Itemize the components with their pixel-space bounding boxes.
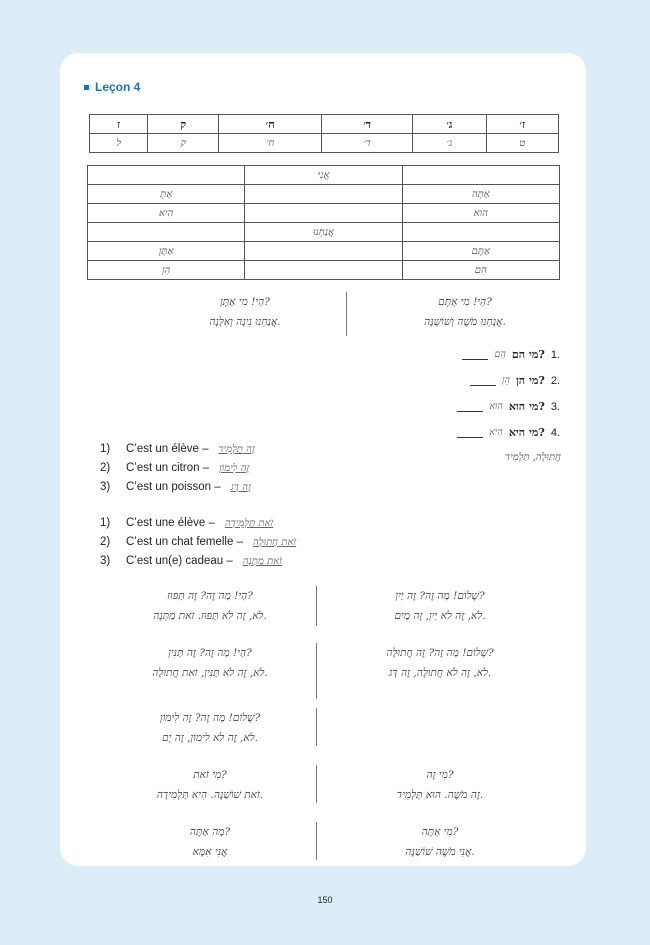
exercise-number: 4. <box>550 426 560 439</box>
dialogue-line: הַי! מַה זֶה? זֶה תַּנִּין? <box>168 647 252 659</box>
exercise-question: מי הן? <box>515 374 545 387</box>
dialogue-right <box>350 822 530 862</box>
dialogue-line: זֶה מֹשֶׁה. הוּא תַּלְמִיד. <box>396 789 484 801</box>
pronoun-cell: הֵם <box>402 261 559 280</box>
french-text: C’est une élève – <box>126 517 215 529</box>
dialogue-line: הַי! מִי אַתֶּם? <box>438 296 492 308</box>
dialogue-line: מִי אַתָּה? <box>421 826 459 838</box>
french-item <box>100 517 273 529</box>
dialogue-line: לֹא, זֶה לֹא תַּפּוּז. זֹאת מַתָּנָה. <box>153 610 267 622</box>
item-number: 1) <box>100 443 111 455</box>
dialogue-line: שָׁלוֹם! מַה זֶה? זֶה לִימוֹן? <box>159 712 261 724</box>
dialogue-left <box>120 822 300 862</box>
pronoun-cell: אַתְּ <box>88 185 245 204</box>
dialogue-line: אֲנִי אִמָּא <box>192 846 228 858</box>
hebrew-answer: זֶה לִימוֹן <box>219 463 250 474</box>
french-text: C’est un chat femelle – <box>126 536 243 548</box>
word-bank: חֲתוּלָה, תַּלְמִיד <box>505 452 561 463</box>
letter-cell: ז <box>90 115 148 134</box>
dialogue-line: אֲנִי מֹשֶׁה שׁוֹשַׁנָּה. <box>405 846 475 858</box>
dialogue-right <box>350 765 530 805</box>
french-item <box>100 462 249 474</box>
item-number: 3) <box>100 555 111 567</box>
exercise-number: 1. <box>550 348 560 361</box>
exercise-item <box>457 426 560 439</box>
dialogue-left <box>160 292 330 332</box>
pronoun-cell <box>245 261 402 280</box>
exercise-question: מי היא? <box>508 426 545 439</box>
french-text: C’est un élève – <box>126 443 209 455</box>
exercise-hw: הִיא <box>489 427 503 438</box>
answer-blank[interactable] <box>462 349 488 360</box>
letters-table <box>89 114 559 153</box>
exercise-hw: הוּא <box>489 401 503 412</box>
hebrew-answer: זֹאת תַּלְמִידָה <box>224 518 274 529</box>
dialogue-line: לֹא, זֶה לֹא לִימוֹן, זֶה יָם. <box>162 732 258 744</box>
dialogue-line: לֹא, זֶה לֹא חֲתוּלָה, זֶה דָּג. <box>388 667 492 679</box>
dialogue-line: שָׁלוֹם! מַה זֶה? זֶה חֲתוּלָה? <box>386 647 494 659</box>
letter-cell: ד׳ <box>322 115 413 134</box>
pronoun-cell <box>245 185 402 204</box>
french-item <box>100 536 296 548</box>
dialogue-line: אֲנַחְנוּ מֹשֶׁה וְשׁוֹשַׁנָּה. <box>424 316 506 328</box>
exercise-hw: הֵן <box>501 375 510 386</box>
letter-cell: ג׳ <box>413 134 487 153</box>
item-number: 2) <box>100 462 111 474</box>
french-item <box>100 481 251 493</box>
divider <box>316 765 317 803</box>
divider <box>316 586 317 626</box>
letter-cell: ק <box>148 134 219 153</box>
lesson-title <box>84 80 140 94</box>
exercise-number: 2. <box>550 374 560 387</box>
dialogue-line: הַי! מִי אַתֶּן? <box>220 296 270 308</box>
dialogue-line: מָה אַתָּה? <box>189 826 231 838</box>
exercise-question: מי הוא? <box>508 400 545 413</box>
dialogue-left <box>120 708 300 748</box>
pronoun-cell <box>88 223 245 242</box>
dialogue-line: מִי זֶה? <box>426 769 454 781</box>
french-text: C’est un(e) cadeau – <box>126 555 233 567</box>
pronoun-cell: אֲנִי <box>245 166 402 185</box>
pronoun-cell: אַתֶּן <box>88 242 245 261</box>
lesson-title-text: Leçon 4 <box>95 80 141 94</box>
exercise-question: מי הם? <box>511 348 545 361</box>
item-number: 1) <box>100 517 111 529</box>
letter-cell: ח׳ <box>219 115 322 134</box>
letter-cell: ט <box>486 134 558 153</box>
pronoun-cell: אַתֶּם <box>402 242 559 261</box>
pronoun-cell <box>245 242 402 261</box>
letter-cell: ל <box>90 134 148 153</box>
dialogue-line: זֹאת שׁוֹשַׁנָּה. הִיא תַּלְמִידָה. <box>156 789 264 801</box>
exercise-item <box>457 400 560 413</box>
letter-cell: ד׳ <box>322 134 413 153</box>
pronouns-table <box>87 165 560 280</box>
bullet-icon <box>84 85 89 90</box>
pronoun-cell <box>245 204 402 223</box>
pronoun-cell: אֲנַחְנוּ <box>245 223 402 242</box>
letter-cell: ג׳ <box>413 115 487 134</box>
dialogue-line: לֹא, זֶה לֹא תַּנִּין, זֹאת חֲתוּלָה. <box>152 667 268 679</box>
dialogue-left <box>120 765 300 805</box>
divider <box>316 708 317 746</box>
hebrew-answer: זֶה דָּג <box>230 482 251 493</box>
dialogue-line: אֲנַחְנוּ נִינָה וְאִלָּנָה. <box>209 316 281 328</box>
hebrew-answer: זֶה תַּלְמִיד <box>218 444 255 455</box>
letter-cell: ק <box>148 115 219 134</box>
divider <box>316 822 317 860</box>
pronoun-cell: הֵן <box>88 261 245 280</box>
dialogue-left <box>120 586 300 626</box>
dialogue-left <box>120 643 300 683</box>
item-number: 2) <box>100 536 111 548</box>
answer-blank[interactable] <box>457 401 483 412</box>
answer-blank[interactable] <box>470 375 496 386</box>
dialogue-line: שָׁלוֹם! מַה זֶה? זֶה יַיִן? <box>395 590 485 602</box>
exercise-hw: הֵם <box>494 349 506 360</box>
answer-blank[interactable] <box>457 427 483 438</box>
divider <box>316 643 317 699</box>
pronoun-cell: אַתָּה <box>402 185 559 204</box>
dialogue-right <box>380 292 550 332</box>
dialogue-right <box>350 643 530 683</box>
dialogue-right <box>350 586 530 626</box>
hebrew-answer: זֹאת מַתָּנָה <box>242 556 282 567</box>
page-number: 150 <box>317 895 333 905</box>
dialogue-line: הַי! מַה זֶה? זֶה תַּפּוּז? <box>167 590 253 602</box>
exercise-number: 3. <box>550 400 560 413</box>
pronoun-cell <box>402 223 559 242</box>
dialogue-line: מִי זֹאת? <box>193 769 227 781</box>
exercise-item <box>462 348 560 361</box>
pronoun-cell: הוּא <box>402 204 559 223</box>
exercise-item <box>470 374 560 387</box>
item-number: 3) <box>100 481 111 493</box>
pronoun-cell <box>88 166 245 185</box>
divider <box>346 292 347 336</box>
pronoun-cell <box>402 166 559 185</box>
dialogue-line: לֹא, זֶה לֹא יַיִן, זֶה מַיִם. <box>394 610 486 622</box>
letter-cell: ז׳ <box>486 115 558 134</box>
letter-cell: ח׳ <box>219 134 322 153</box>
pronoun-cell: הִיא <box>88 204 245 223</box>
french-text: C’est un citron – <box>126 462 210 474</box>
french-text: C’est un poisson – <box>126 481 221 493</box>
hebrew-answer: זֹאת חֲתוּלָה <box>252 537 297 548</box>
french-item <box>100 443 255 455</box>
french-item <box>100 555 282 567</box>
